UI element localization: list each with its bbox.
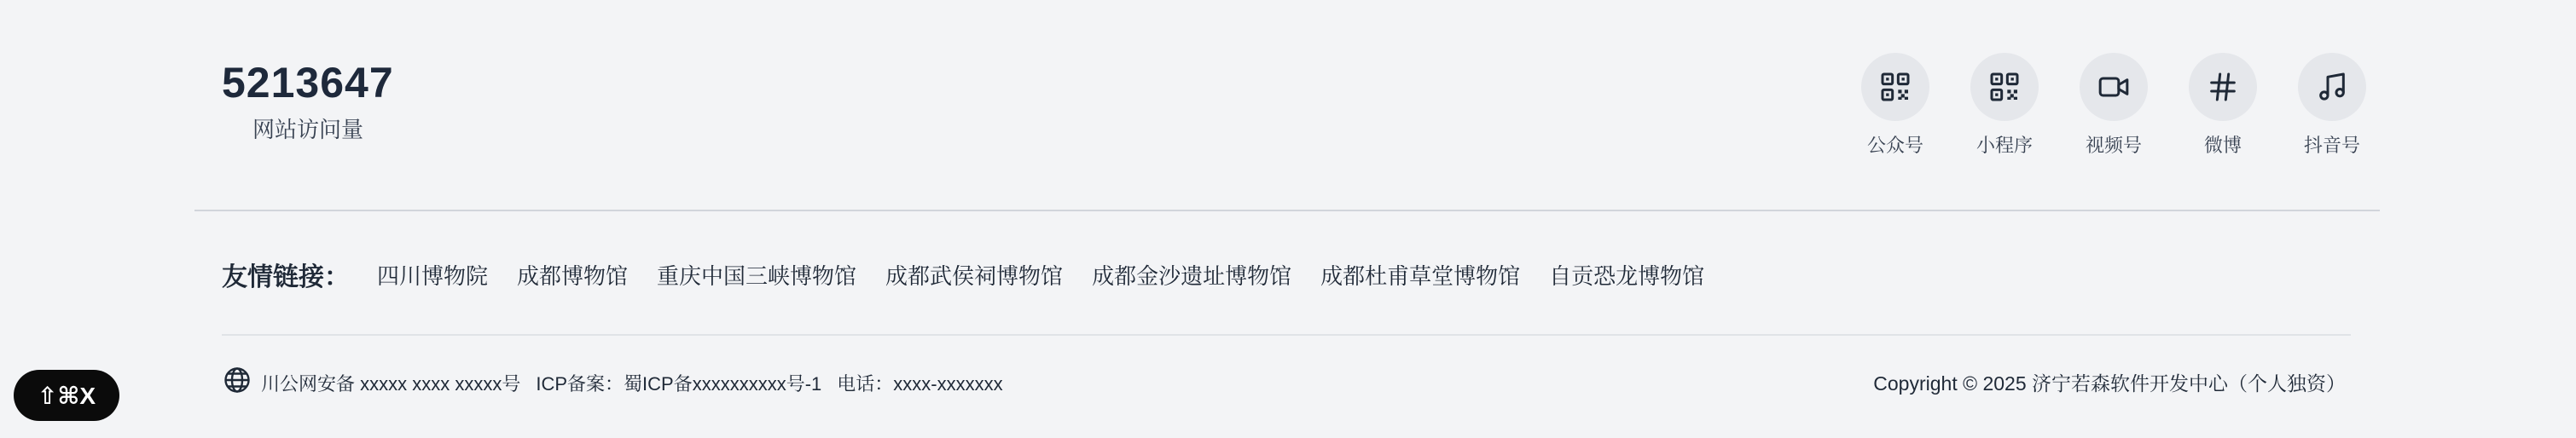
friend-link[interactable]: 成都武侯祠博物馆	[885, 262, 1064, 289]
friend-link[interactable]: 四川博物院	[377, 262, 489, 289]
video-icon	[2080, 53, 2148, 121]
visit-count: 5213647	[222, 59, 394, 107]
footer-records	[222, 365, 1003, 401]
friend-links-title: 友情链接：	[222, 263, 350, 291]
shortcut-badge[interactable]: ⇧⌘X	[14, 370, 119, 421]
qrcode-icon	[1970, 53, 2039, 121]
phone-text: 电话：xxxx-xxxxxxx	[837, 372, 1003, 395]
section-divider	[194, 210, 2380, 211]
social-mini-program[interactable]	[1970, 53, 2039, 158]
music-note-icon	[2298, 53, 2366, 121]
friend-link[interactable]: 重庆中国三峡博物馆	[657, 262, 857, 289]
police-record-link[interactable]: 川公网安备 xxxxx xxxx xxxxx号	[261, 372, 521, 395]
social-label: 公众号	[1866, 135, 1923, 156]
social-links	[1861, 53, 2366, 158]
social-label: 视频号	[2085, 135, 2142, 156]
friend-link[interactable]: 成都博物馆	[517, 262, 629, 289]
qrcode-icon	[1861, 53, 1929, 121]
social-weibo[interactable]	[2189, 53, 2257, 158]
visit-label: 网站访问量	[252, 117, 364, 142]
social-video-channel[interactable]	[2080, 53, 2148, 158]
friend-links	[222, 256, 1733, 293]
hash-icon	[2189, 53, 2257, 121]
social-label: 微博	[2203, 135, 2242, 156]
globe-icon	[222, 365, 261, 401]
social-douyin[interactable]	[2298, 53, 2366, 158]
social-label: 小程序	[1976, 135, 2033, 156]
social-wechat-official[interactable]	[1861, 53, 1929, 158]
social-label: 抖音号	[2303, 135, 2360, 156]
friend-link[interactable]: 成都金沙遗址博物馆	[1092, 262, 1292, 289]
friend-link[interactable]: 成都杜甫草堂博物馆	[1320, 262, 1521, 289]
friend-link[interactable]: 自贡恐龙博物馆	[1549, 262, 1705, 289]
icp-record-link[interactable]: ICP备案：蜀ICP备xxxxxxxxxx号-1	[536, 372, 822, 395]
footer-divider	[222, 334, 2351, 336]
visit-stats	[222, 61, 394, 144]
copyright: Copyright © 2025 济宁若森软件开发中心（个人独资）	[1873, 372, 2346, 395]
